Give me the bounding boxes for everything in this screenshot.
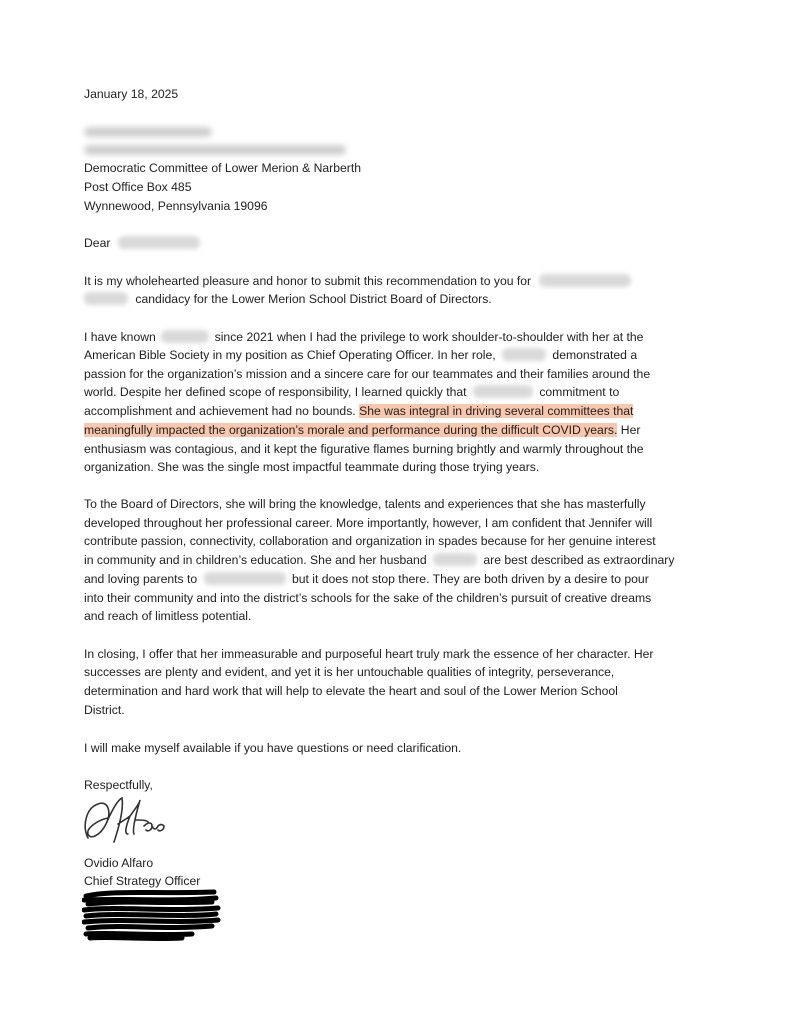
handwritten-signature [78, 790, 188, 852]
address-org: Democratic Committee of Lower Merion & Narberth [84, 161, 362, 175]
p2-line8: organization. She was the single most impactful teammate during those trying years. [84, 460, 540, 474]
p1-line2 [84, 291, 492, 307]
address-city: Wynnewood, Pennsylvania 19096 [84, 199, 268, 213]
signer-name: Ovidio Alfaro [84, 856, 154, 870]
p4-line2: successes are plenty and evident, and yet it is her untouchable qualities of integrity, perseverance, [84, 665, 615, 679]
closing: Respectfully, [84, 778, 153, 792]
p4-line3: determination and hard work that will help to elevate the heart and soul of the Lower Merion School [84, 684, 618, 698]
highlighted-text-1: She was integral in driving several committees that [359, 404, 634, 418]
address-po-box: Post Office Box 485 [84, 180, 192, 194]
p1-line1 [84, 273, 631, 289]
highlighted-text-2: meaningfully impacted the organization’s morale and performance during the difficult COVID years. [84, 423, 618, 437]
p1-text-2: candidacy for the Lower Merion School District Board of Directors. [135, 292, 492, 306]
p2-line3: passion for the organization’s mission and a sincere care for our teammates and their families around the [84, 367, 651, 381]
p3-line7: and reach of limitless potential. [84, 609, 252, 623]
signer-title: Chief Strategy Officer [84, 874, 201, 888]
p2-line1 [84, 329, 643, 345]
p2-text-1b: since 2021 when I had the privilege to work shoulder-to-shoulder with her at the [214, 330, 644, 344]
p3-line5 [84, 571, 649, 587]
p2-text-4a: world. Despite her defined scope of responsibility, I learned quickly that [84, 385, 467, 399]
p2-text-4b: commitment to [539, 385, 620, 399]
p2-line5 [84, 403, 633, 419]
p2-text-2a: American Bible Society in my position as Chief Operating Officer. In her role, [84, 348, 496, 362]
redacted-candidate-name [539, 274, 631, 287]
p1-text-1: It is my wholehearted pleasure and honor to submit this recommendation to you for [84, 274, 532, 288]
redacted-name-3 [473, 385, 533, 398]
p2-text-6b: Her [620, 423, 641, 437]
p3-line6: into their community and into the district’s schools for the sake of the children’s pursuit of creative dreams [84, 591, 652, 605]
p2-line2 [84, 347, 637, 363]
p3-text-4a: in community and in children’s education. She and her husband [84, 553, 427, 567]
p3-line1: To the Board of Directors, she will bring the knowledge, talents and experiences that she has masterfully [84, 497, 646, 511]
p3-text-4b: are best described as extraordinary [483, 553, 675, 567]
letter-date: January 18, 2025 [84, 87, 179, 101]
p2-line4 [84, 384, 619, 400]
redacted-husband-name [433, 553, 477, 566]
p2-text-5a: accomplishment and achievement had no bounds. [84, 404, 356, 418]
p2-text-1a: I have known [84, 330, 156, 344]
p3-text-5a: and loving parents to [84, 572, 198, 586]
p4-line4: District. [84, 703, 125, 717]
redacted-candidate-surname [84, 292, 128, 305]
p5-line: I will make myself available if you have questions or need clarification. [84, 741, 462, 755]
p4-line1: In closing, I offer that her immeasurable and purposeful heart truly mark the essence of her character. Her [84, 647, 654, 661]
redacted-children-names [204, 572, 286, 585]
redaction-scribble [82, 888, 222, 944]
p3-line2: developed throughout her professional career. More importantly, however, I am confident that Jennifer will [84, 516, 653, 530]
p3-line3: contribute passion, connectivity, collaboration and organization in spades because for her genuine interest [84, 534, 656, 548]
redacted-name-2 [502, 348, 546, 361]
p3-line4 [84, 552, 674, 568]
redacted-recipient-name [84, 127, 212, 137]
redacted-salutation-name [118, 236, 200, 249]
salutation [84, 235, 200, 251]
salutation-text: Dear [84, 236, 111, 250]
p2-text-2b: demonstrated a [552, 348, 638, 362]
p3-text-5b: but it does not stop there. They are both driven by a desire to pour [291, 572, 649, 586]
p2-line6 [84, 422, 640, 438]
redacted-recipient-title [84, 145, 346, 155]
redacted-name-1 [161, 330, 209, 343]
p2-line7: enthusiasm was contagious, and it kept the figurative flames burning brightly and warmly throughout the [84, 442, 644, 456]
